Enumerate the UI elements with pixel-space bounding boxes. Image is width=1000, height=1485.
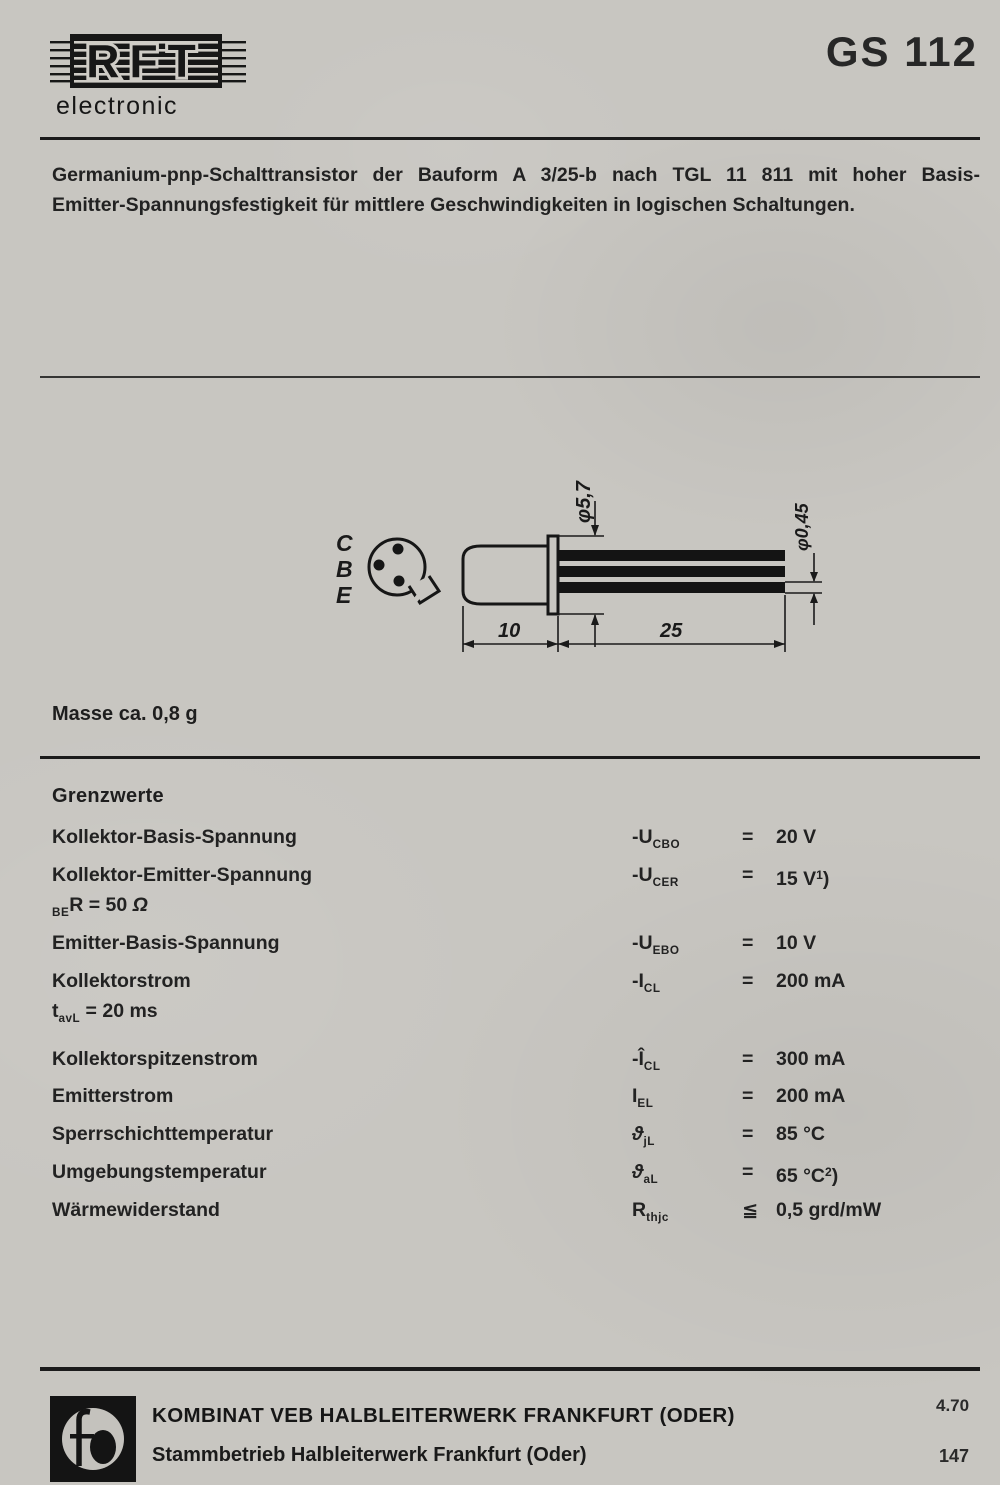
limit-label-line (52, 1081, 632, 1111)
text-token: 200 mA (776, 969, 846, 992)
text-token: Kollektor-Emitter-Spannung (52, 863, 313, 886)
limit-value (776, 1195, 958, 1225)
pin-label-c: C (336, 530, 353, 556)
footer-page-number: 147 (939, 1446, 970, 1466)
limit-relation: = (742, 863, 754, 886)
mid-rule (40, 376, 980, 378)
pin-collector-dot (393, 544, 404, 555)
text-token: -Î (632, 1047, 644, 1070)
intro-line-1: Germanium-pnp-Schalttransistor der Bauform A 3/25-b nach TGL 11 811 mit hoher Basis- (52, 164, 980, 186)
limit-value (776, 966, 958, 996)
dim-lead-diameter-label: φ0,45 (792, 503, 812, 551)
limit-label (52, 1044, 632, 1074)
rft-logo (50, 30, 246, 92)
dim-lead-diameter-arrows (810, 572, 818, 603)
limit-relation: = (742, 1123, 754, 1146)
text-token: R (632, 1199, 647, 1222)
text-token: -U (632, 931, 653, 954)
text-token: jL (643, 1135, 655, 1149)
limit-symbol (632, 966, 742, 1004)
text-token: I (632, 1085, 638, 1108)
limit-value (776, 1081, 958, 1111)
limit-label-line (52, 1044, 632, 1074)
limit-label-line (52, 1119, 632, 1149)
text-token: thjc (646, 1211, 669, 1225)
text-token: 65 °C (776, 1165, 825, 1188)
text-token: CBO (652, 837, 681, 851)
text-token: -U (632, 826, 653, 848)
limit-label-line (52, 996, 632, 1034)
footer-company-line2: Stammbetrieb Halbleiterwerk Frankfurt (Oder) (152, 1444, 587, 1466)
limit-symbol (632, 1119, 742, 1157)
limit-value (776, 928, 958, 958)
side-view-body (463, 536, 558, 614)
text-token: 20 V (776, 826, 817, 848)
limit-label (52, 860, 632, 928)
limit-label-line (52, 1195, 632, 1225)
limits-heading: Grenzwerte (52, 785, 164, 807)
text-token: 10 V (776, 931, 817, 954)
text-token: aL (643, 1173, 659, 1187)
text-token: Kollektorstrom (52, 969, 191, 992)
limits-rule (40, 756, 980, 759)
text-token: ϑ (632, 1123, 644, 1146)
transistor-leads (558, 550, 785, 593)
lead-collector (558, 550, 785, 561)
limit-symbol (632, 1157, 742, 1195)
header-rule (40, 137, 980, 140)
text-token: Emitterstrom (52, 1085, 174, 1108)
limit-symbol (632, 1195, 742, 1233)
text-token: 300 mA (776, 1047, 846, 1070)
rft-logo-letters: RFT (86, 35, 206, 87)
limit-relation: = (742, 969, 754, 992)
limit-label (52, 1119, 632, 1149)
brand-subtitle: electronic (56, 92, 178, 120)
text-token: Wärmewiderstand (52, 1199, 220, 1222)
text-token: CL (643, 1059, 661, 1073)
limit-label-line (52, 860, 632, 890)
limit-row (52, 860, 958, 928)
text-token: ) (822, 867, 830, 890)
limit-label-line (52, 822, 632, 852)
limit-value (776, 822, 958, 852)
text-token: Kollektor-Basis-Spannung (52, 826, 297, 848)
dim-lead-diameter-lines (785, 553, 822, 625)
text-token: Sperrschichttemperatur (52, 1123, 274, 1146)
limit-row (52, 1044, 958, 1082)
footer-date-code: 4.70 (936, 1396, 970, 1415)
limit-relation: = (742, 931, 754, 954)
limit-label-line (52, 928, 632, 958)
pinout-pins (374, 544, 405, 587)
text-token: BE (52, 905, 70, 919)
limit-value (776, 860, 958, 894)
text-token: CER (652, 875, 679, 889)
text-token: Kollektorspitzenstrom (52, 1047, 258, 1070)
limits-rows (52, 822, 958, 1233)
text-token: avL (58, 1011, 81, 1025)
limit-label (52, 1157, 632, 1187)
limit-row (52, 928, 958, 966)
text-token: 2 (825, 1165, 832, 1180)
limit-value (776, 1044, 958, 1074)
limit-row (52, 1195, 958, 1233)
limit-label (52, 822, 632, 852)
limit-relation: ≦ (742, 1199, 759, 1222)
dim-lead-length-label: 25 (660, 620, 683, 642)
pin-label-e: E (336, 582, 352, 608)
limit-symbol (632, 1044, 742, 1082)
limit-value (776, 1119, 958, 1149)
page-title: GS 112 (825, 28, 978, 75)
text-token: -U (632, 863, 653, 886)
limit-value (776, 1157, 958, 1191)
limit-relation: = (742, 1161, 754, 1184)
text-token: 1 (816, 867, 823, 882)
text-token: t (52, 999, 59, 1022)
text-token: = 20 ms (80, 999, 158, 1022)
limit-label-line (52, 1157, 632, 1187)
text-token: EBO (652, 943, 680, 957)
hfo-logo (50, 1396, 136, 1482)
pinout-diagram (369, 539, 439, 603)
limit-row (52, 1157, 958, 1195)
footer-company-line1: KOMBINAT VEB HALBLEITERWERK FRANKFURT (ODER) (152, 1404, 735, 1427)
limit-label-line (52, 890, 632, 928)
transistor-flange (548, 536, 558, 614)
transistor-body (463, 546, 548, 604)
limit-symbol (632, 928, 742, 966)
text-token: CL (643, 981, 661, 995)
text-token: ϑ (632, 1161, 644, 1184)
pin-base-dot (374, 560, 385, 571)
text-token: ) (831, 1165, 839, 1188)
text-token: Ω (132, 893, 148, 916)
limit-relation: = (742, 826, 754, 848)
limits-table (52, 822, 958, 1233)
pin-emitter-dot (394, 576, 405, 587)
lead-emitter (558, 582, 785, 593)
dim-body-diameter-label: φ5,7 (573, 481, 595, 523)
intro-line-2: Emitter-Spannungsfestigkeit für mittlere Geschwindigkeiten in logischen Schaltungen. (52, 194, 855, 216)
mass-note: Masse ca. 0,8 g (52, 703, 198, 725)
limit-row (52, 822, 958, 860)
text-token: Umgebungstemperatur (52, 1161, 267, 1184)
text-token: -I (632, 969, 644, 992)
dim-body-length-label: 10 (498, 620, 521, 642)
lead-base (558, 566, 785, 577)
text-token: 200 mA (776, 1085, 846, 1108)
limit-label (52, 1081, 632, 1111)
intro-paragraph (52, 160, 980, 220)
footer-rule (40, 1367, 980, 1371)
text-token: 85 °C (776, 1123, 825, 1146)
limit-label (52, 1195, 632, 1225)
limit-symbol (632, 1081, 742, 1119)
limit-row (52, 1081, 958, 1119)
limit-relation: = (742, 1047, 754, 1070)
limit-relation: = (742, 1085, 754, 1108)
text-token: 15 V (776, 867, 817, 890)
text-token: 0,5 grd/mW (776, 1199, 882, 1222)
limit-symbol (632, 860, 742, 898)
text-token: R = 50 (69, 893, 133, 916)
limit-label (52, 928, 632, 958)
limit-row (52, 1119, 958, 1157)
text-token: EL (637, 1097, 654, 1111)
limit-row (52, 966, 958, 1034)
limit-symbol (632, 822, 742, 860)
limit-label-line (52, 966, 632, 996)
pin-label-b: B (336, 556, 353, 582)
limit-label (52, 966, 632, 1034)
pin-labels (336, 530, 353, 608)
package-drawing (300, 455, 860, 670)
text-token: Emitter-Basis-Spannung (52, 931, 280, 954)
